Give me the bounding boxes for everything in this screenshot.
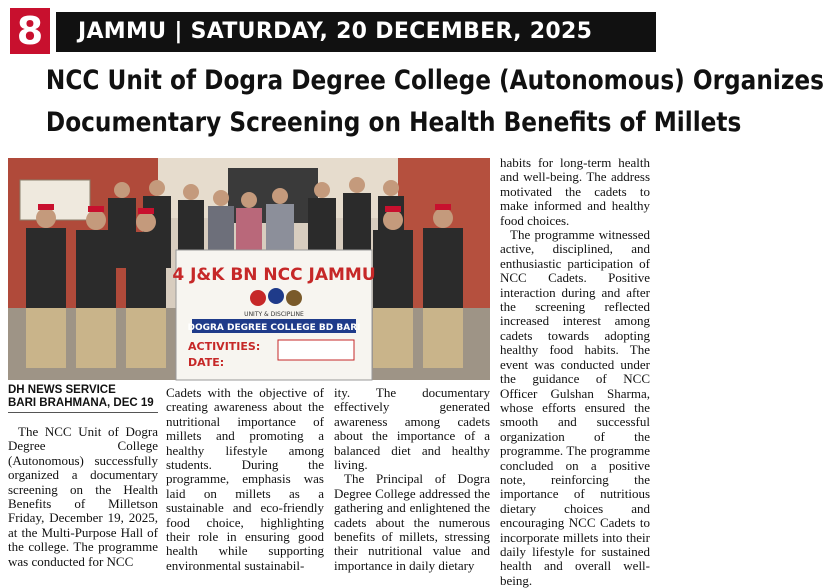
article-column-3: [334, 386, 490, 573]
headline-line-2: Documentary Screening on Health Benefits of Millets: [45, 107, 742, 138]
paragraph-1: The NCC Unit of Dogra Degree College (Autonomous) successfully organized a documentary screening on the Health Benefits of Milletson Friday, December 19, 2025, at the Multi-Purpose Hall of the college. The programme was conducted for NCC: [8, 424, 158, 569]
dateline-bar: JAMMU | SATURDAY, 20 DECEMBER, 2025: [56, 12, 656, 52]
paragraph-1-continued-2: ity. The documentary effectively generated awareness among cadets about the importance of a balanced diet and healthy living.: [334, 385, 490, 473]
article-column-2: [166, 386, 324, 573]
masthead: [0, 0, 656, 58]
article-column-4: [500, 156, 650, 588]
byline-source: DH NEWS SERVICE: [8, 384, 116, 396]
banner-college: DOGRA DEGREE COLLEGE BD BARI: [187, 323, 361, 333]
headline-line-1: NCC Unit of Dogra Degree College (Autonomous) Organizes: [45, 65, 824, 96]
paragraph-1-continued: Cadets with the objective of creating awareness about the nutritional importance of millets and promoting a healthy lifestyle among students. During the programme, emphasis was laid on millets as a sustainable and eco-friendly food choice, highlighting their role in ensuring good health while supporting environmental sustainabil-: [166, 385, 324, 573]
banner-title: 4 J&K BN NCC JAMMU: [172, 265, 376, 285]
banner-motto: UNITY & DISCIPLINE: [244, 311, 304, 318]
paragraph-3: The programme witnessed active, disciplined, and enthusiastic participation of NCC Cadets. Positive interaction during and after the screening reflected increased interest among cadets towards adopting healthy food habits. The event was conducted under the guidance of NCC Officer Gulshan Sharma, whose efforts ensured the smooth and successful organization of the programme. The programme concluded on a positive note, reinforcing the importance of nutritious dietary choices and encouraging NCC Cadets to incorporate millets into their daily lifestyle for sustained health and overall well-being.: [500, 227, 650, 588]
banner-activities: ACTIVITIES:: [188, 340, 261, 353]
paragraph-2-continued: habits for long-term health and well-being. The address motivated the cadets to make informed and healthy food choices.: [500, 155, 650, 228]
byline-rule: [8, 412, 158, 413]
byline-place: BARI BRAHMANA, DEC 19: [8, 397, 154, 409]
article-column-1: [8, 425, 158, 569]
group-photo-illustration: [8, 158, 490, 380]
paragraph-2: The Principal of Dogra Degree College addressed the gathering and enlightened the cadets about the numerous benefits of millets, stressing their nutritional value and importance in daily dietary: [334, 471, 490, 573]
page-number: 8: [10, 8, 50, 54]
headline: [45, 60, 824, 144]
banner-date: DATE:: [188, 356, 225, 369]
byline: [8, 384, 158, 410]
group-photo: [8, 158, 490, 380]
